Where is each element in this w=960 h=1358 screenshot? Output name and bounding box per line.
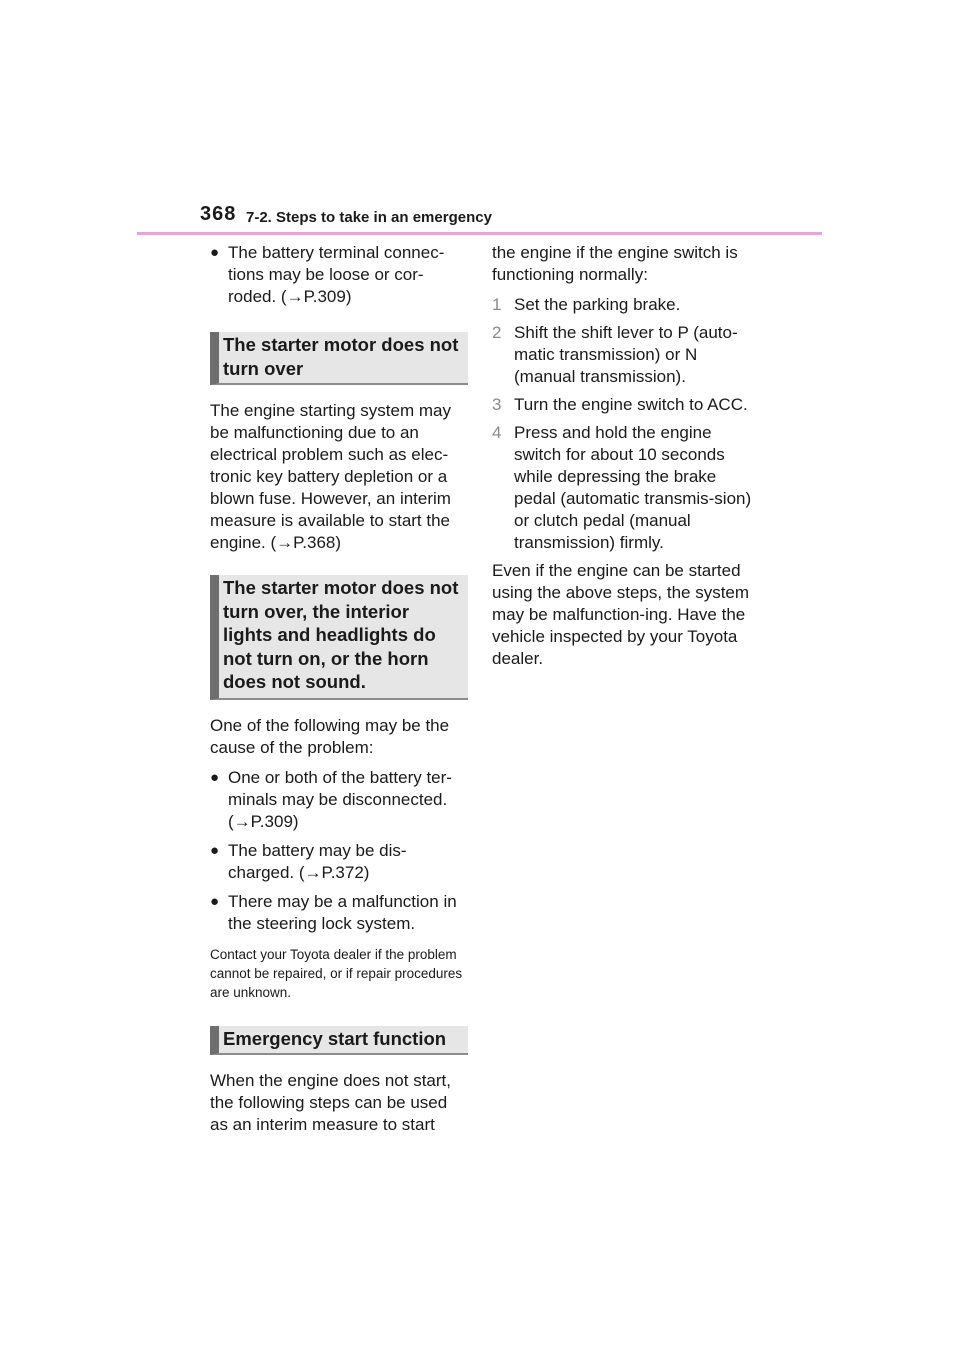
- step-number: 3: [492, 395, 502, 414]
- paragraph-emergency: When the engine does not start, the following steps can be used as an interim measure to start: [210, 1071, 451, 1134]
- step-number: 2: [492, 323, 502, 342]
- note-text: Contact your Toyota dealer if the problem cannot be repaired, or if repair procedures are unknown.: [210, 946, 463, 1000]
- header-divider: [137, 232, 822, 235]
- step-text: Turn the engine switch to ACC.: [514, 395, 748, 414]
- bullet-dot-icon: ●: [210, 841, 220, 859]
- bullet-text: The battery terminal connec-tions may be loose or cor-roded. (→P.309): [228, 243, 445, 306]
- step-item: [492, 294, 754, 316]
- bullet-text: There may be a malfunction in the steering lock system.: [228, 891, 457, 933]
- step-text: Set the parking brake.: [514, 295, 681, 314]
- left-column: [210, 242, 468, 1144]
- paragraph-cause: One of the following may be the cause of the problem:: [210, 715, 450, 757]
- bullet-dot-icon: ●: [210, 768, 220, 786]
- bullet-text: The battery may be dis-charged. (→P.372): [228, 840, 407, 882]
- step-text: Press and hold the engine switch for about 10 seconds while depressing the brake pedal (automatic transmis-sion) or clutch pedal (manual transmission) firmly.: [514, 423, 752, 552]
- paragraph-continue: the engine if the engine switch is functioning normally:: [492, 243, 738, 284]
- page-header: [200, 203, 822, 235]
- step-item: [492, 322, 754, 388]
- bullet-dot-icon: ●: [210, 892, 220, 910]
- page-number: 368: [200, 203, 237, 225]
- bullet-item: [210, 891, 468, 935]
- step-item: [492, 422, 754, 554]
- bullet-dot-icon: ●: [210, 244, 220, 261]
- paragraph-final: Even if the engine can be started using the above steps, the system may be malfunction-ing. Have the vehicle inspected by your Toyota dealer.: [492, 561, 750, 668]
- step-text: Shift the shift lever to P (auto-matic transmission) or N (manual transmission).: [514, 323, 738, 386]
- bullet-item: [210, 840, 468, 884]
- section-heading-interior: The starter motor does not turn over, the interior lights and headlights do not turn on, or the horn does not sound.: [210, 575, 468, 700]
- bullet-item: [210, 767, 468, 833]
- bullet-text: One or both of the battery ter-minals may be disconnected. (→P.309): [228, 767, 452, 831]
- section-title: 7-2. Steps to take in an emergency: [246, 209, 492, 226]
- step-item: [492, 394, 754, 416]
- step-number: 1: [492, 295, 502, 314]
- section-heading-starter: The starter motor does not turn over: [210, 332, 468, 385]
- paragraph-starter: The engine starting system may be malfunctioning due to an electrical problem such as elec-tronic key battery depletion or a blown fuse. However, an interim measure is available to start the engine. (→P.368): [210, 401, 451, 552]
- bullet-item: [210, 242, 468, 308]
- right-column: [492, 242, 754, 678]
- section-heading-emergency: Emergency start function: [210, 1026, 468, 1056]
- step-number: 4: [492, 423, 502, 442]
